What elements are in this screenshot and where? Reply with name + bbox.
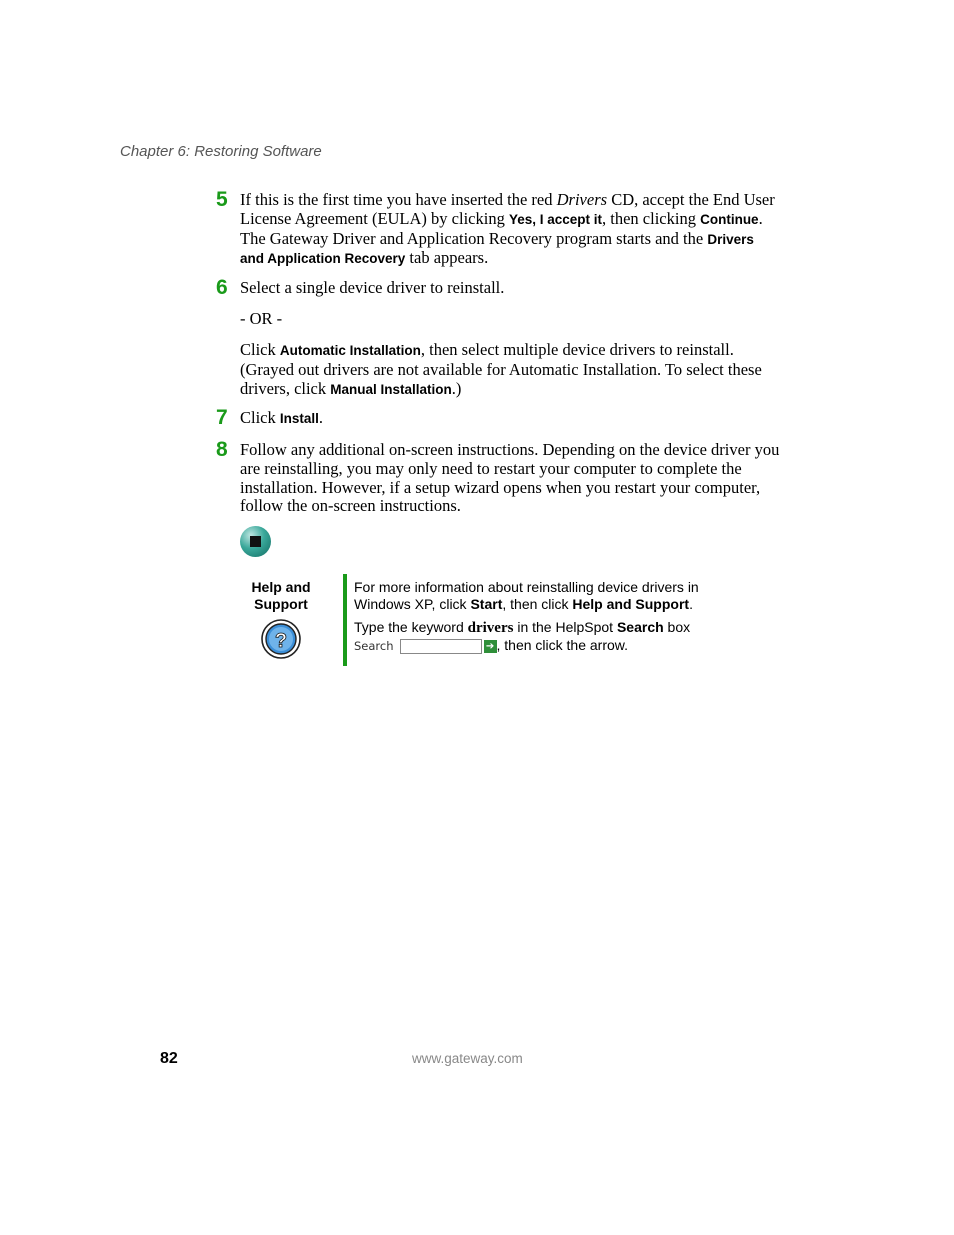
step-number-6: 6 [216, 276, 228, 299]
ui-manual-installation: Manual Installation [330, 381, 452, 397]
svg-text:?: ? [274, 630, 288, 652]
help-text-1: For more information about reinstalling device drivers in Windows XP, click Start, then click Help and Support. [354, 579, 699, 612]
help-text-2: Type the keyword drivers in the HelpSpot Search box [354, 619, 691, 636]
ui-continue: Continue [700, 211, 759, 227]
ui-install: Install [279, 411, 319, 426]
help-and-support-label: Help and Support [251, 579, 311, 612]
step-5-text: If this is the first time you have inserted the red Drivers CD, accept the End User License Agreement (EULA) by clicking Yes, I accept it, then clicking Continue. The Gateway Driver and Application Recovery program starts and the Drivers and Application Recovery tab appears. [240, 190, 775, 268]
ui-drivers-recovery-tab: Drivers and Application Recovery [240, 231, 754, 267]
ui-yes-accept: Yes, I accept it [508, 211, 603, 227]
help-question-icon [261, 619, 301, 659]
ui-automatic-installation: Automatic Installation [279, 343, 421, 358]
stop-icon [240, 526, 271, 557]
step-8-text: Follow any additional on-screen instructions. Depending on the device driver you are reinstalling, you may only need to restart your computer to complete the installation. However, if a setup wizard opens when you restart your computer, follow the on-screen instructions. [240, 440, 780, 516]
help-text-3: Search ➔ , then click the arrow. [354, 637, 629, 653]
search-input-graphic [400, 639, 482, 654]
step-number-7: 7 [216, 406, 228, 429]
footer-url: www.gateway.com [412, 1051, 523, 1066]
step-number-5: 5 [216, 188, 228, 211]
search-label: Search [354, 639, 394, 653]
step-7-text: Click Install. [240, 408, 324, 427]
step-6-alt-text: Click Automatic Installation, then select multiple device drivers to reinstall. (Grayed out drivers are not available for Automatic Installation. To select these drivers, click Manual Installation.) [240, 340, 762, 398]
step-6-text: Select a single device driver to reinstall. [240, 278, 505, 297]
arrow-right-icon: ➔ [484, 640, 497, 653]
step-number-8: 8 [216, 438, 228, 461]
help-divider-bar [343, 574, 347, 666]
or-separator: - OR - [240, 309, 283, 328]
chapter-header: Chapter 6: Restoring Software [120, 143, 322, 160]
page-number: 82 [160, 1050, 178, 1067]
